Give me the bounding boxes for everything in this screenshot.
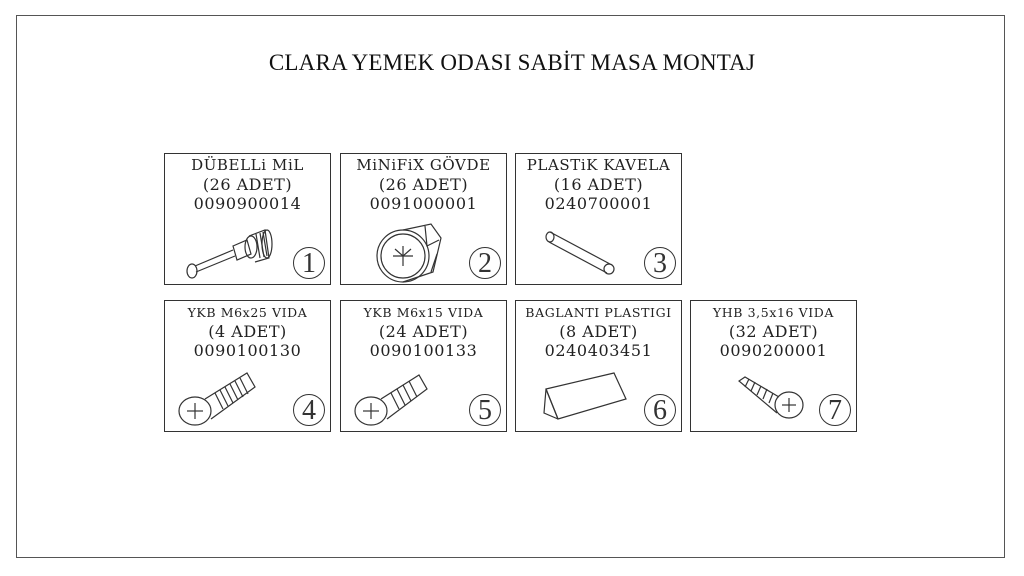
part-name: PLASTiK KAVELA [526, 156, 671, 174]
part-quantity: (26 ADET) [378, 175, 469, 194]
part-name: YKB M6x25 VIDA [187, 305, 308, 320]
part-code: 0090100133 [369, 341, 478, 360]
part-name: DÜBELLi MiL [191, 156, 304, 174]
part-name: YHB 3,5x16 VIDA [712, 305, 835, 320]
part-number-badge: 2 [469, 247, 501, 279]
part-number-badge: 4 [293, 394, 325, 426]
part-number-badge: 5 [469, 394, 501, 426]
part-card [690, 300, 857, 432]
part-name: BAGLANTI PLASTIGI [525, 305, 672, 320]
part-quantity: (32 ADET) [728, 322, 819, 341]
part-number-badge: 6 [644, 394, 676, 426]
part-card [515, 300, 682, 432]
part-number-badge: 7 [819, 394, 851, 426]
part-card [340, 153, 507, 285]
part-quantity: (24 ADET) [378, 322, 469, 341]
part-card [164, 300, 331, 432]
part-card [515, 153, 682, 285]
part-code: 0090900014 [193, 194, 302, 213]
drawing-frame [16, 15, 1005, 558]
part-quantity: (16 ADET) [553, 175, 644, 194]
part-number-badge: 3 [644, 247, 676, 279]
part-card [340, 300, 507, 432]
part-quantity: (8 ADET) [559, 322, 638, 341]
part-quantity: (26 ADET) [202, 175, 293, 194]
part-name: YKB M6x15 VIDA [363, 305, 484, 320]
part-card [164, 153, 331, 285]
part-code: 0240403451 [544, 341, 653, 360]
page-title: CLARA YEMEK ODASI SABİT MASA MONTAJ [268, 50, 756, 75]
part-code: 0091000001 [369, 194, 478, 213]
part-quantity: (4 ADET) [208, 322, 287, 341]
part-code: 0240700001 [544, 194, 653, 213]
part-name: MiNiFiX GÖVDE [356, 156, 491, 174]
part-number-badge: 1 [293, 247, 325, 279]
part-code: 0090200001 [719, 341, 828, 360]
part-code: 0090100130 [193, 341, 302, 360]
